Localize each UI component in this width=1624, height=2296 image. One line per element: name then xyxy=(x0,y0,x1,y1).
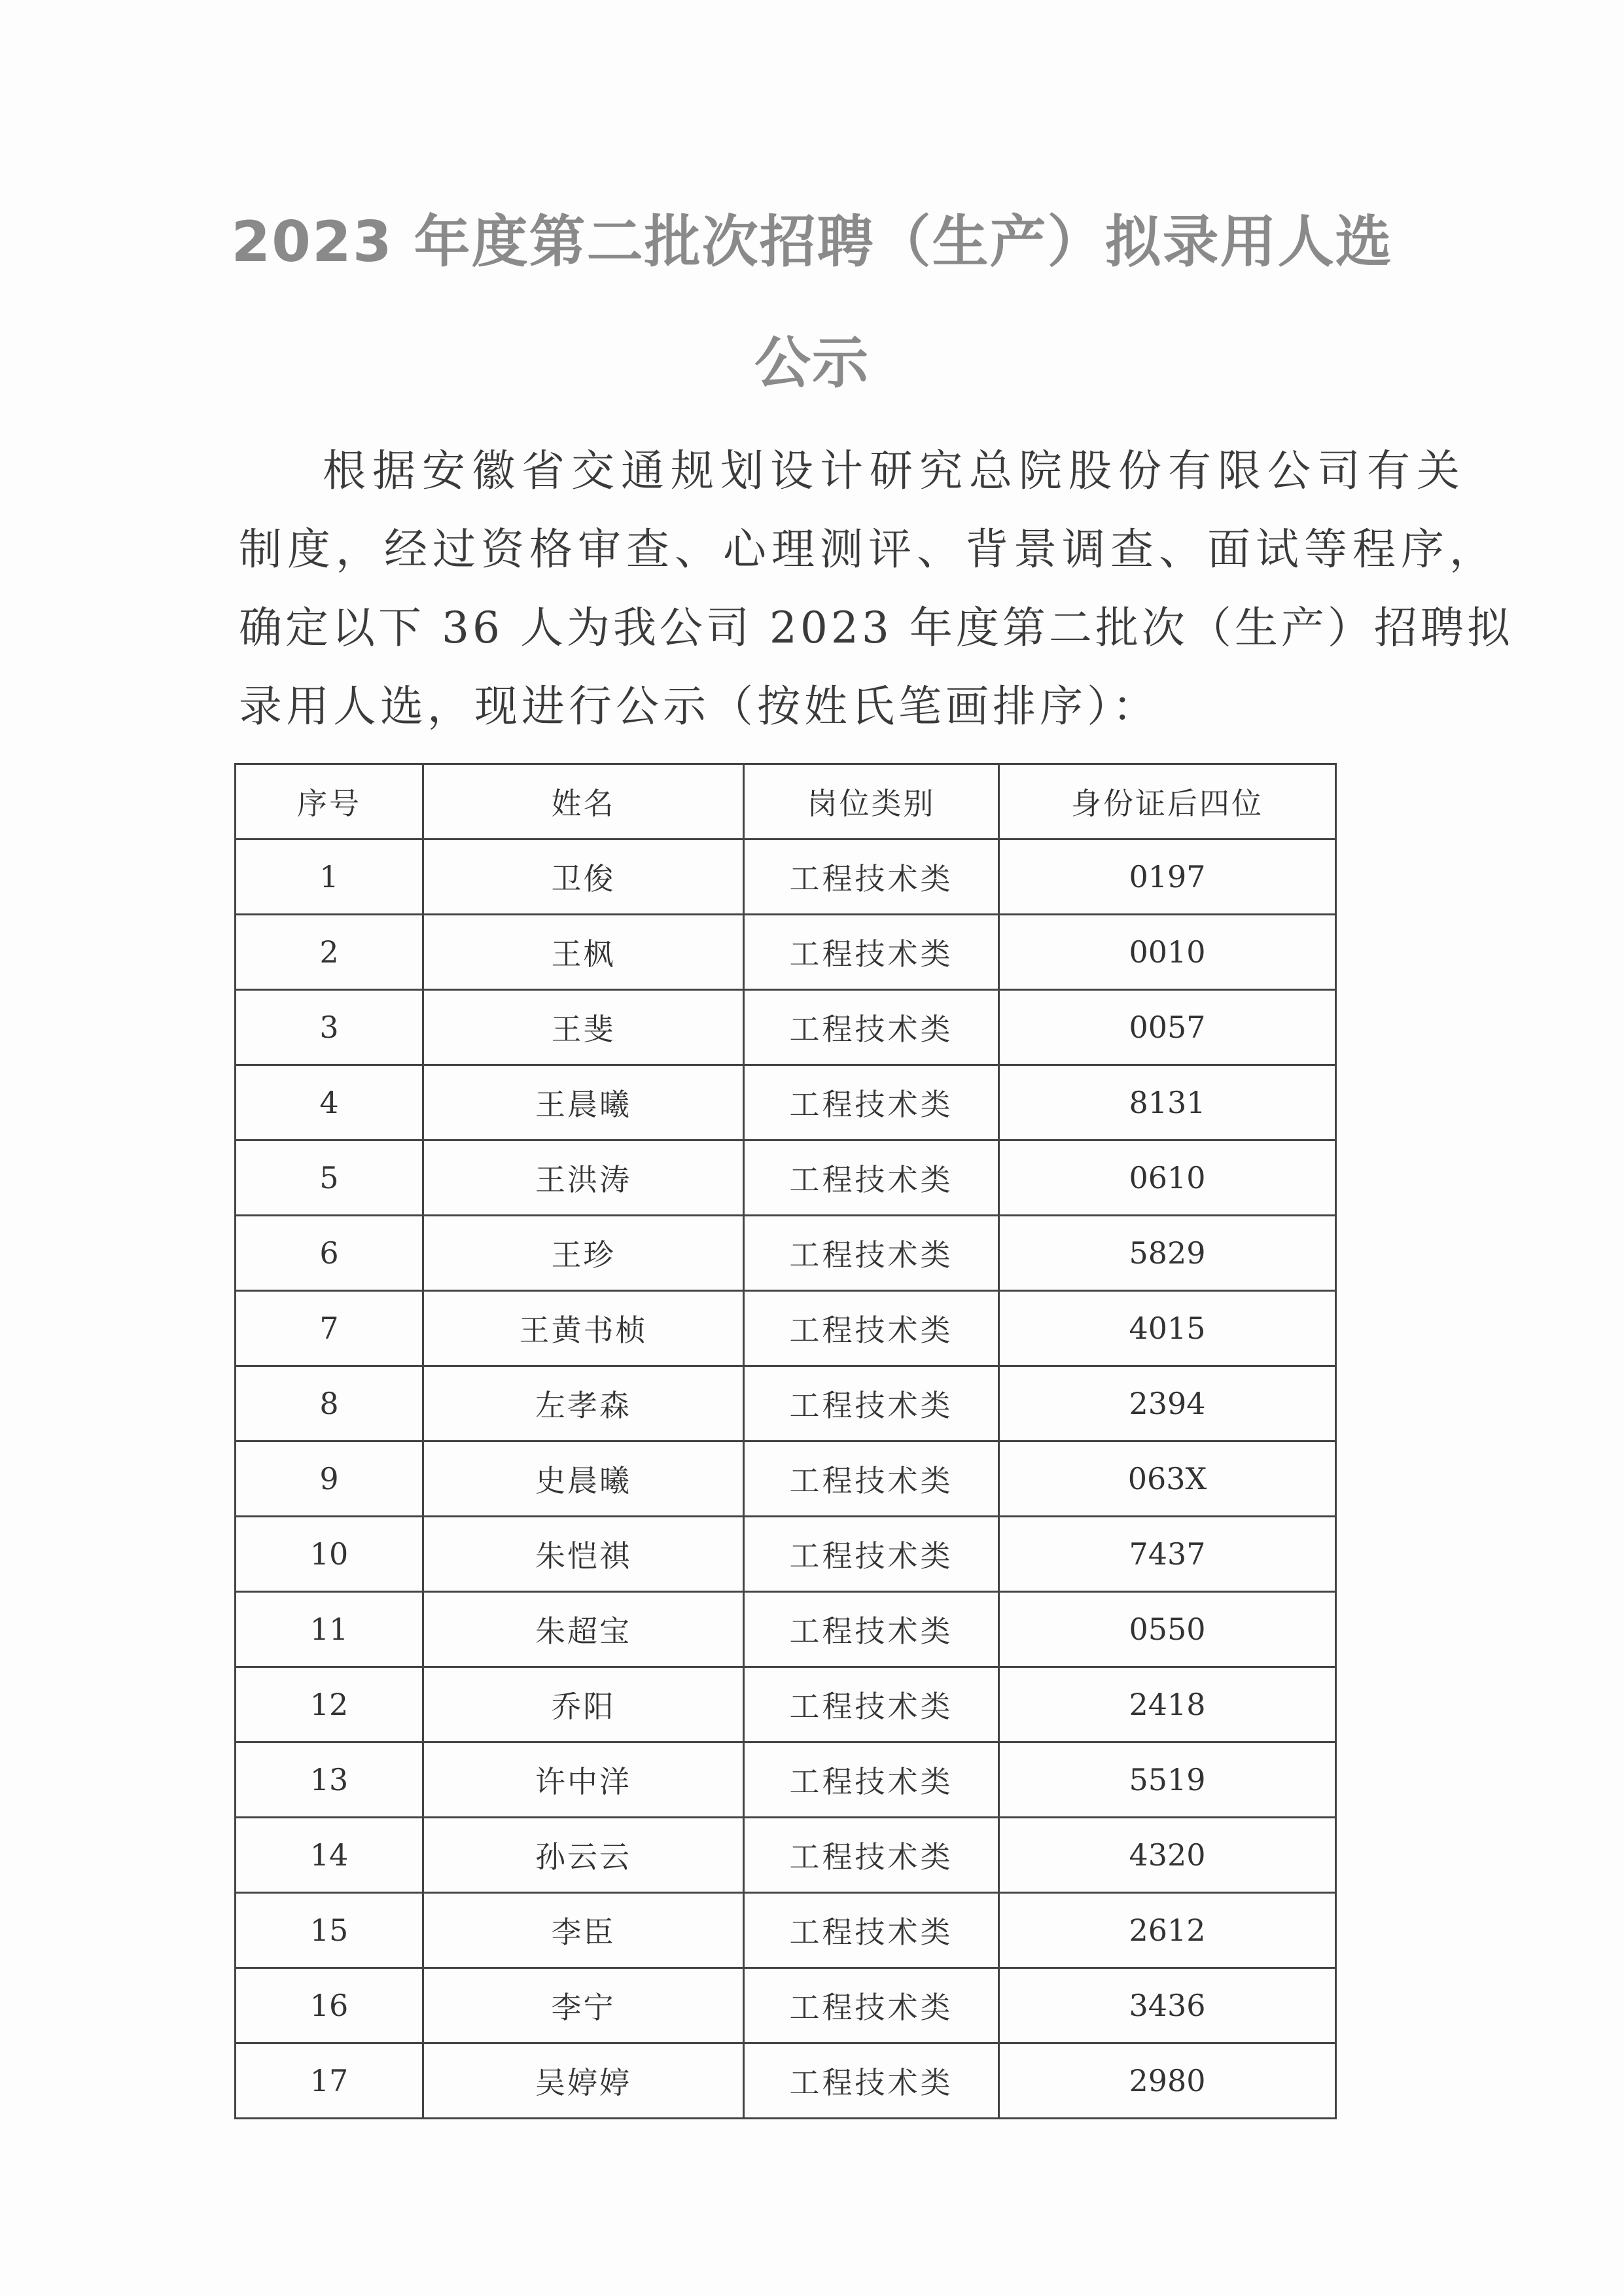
cell-serial-number: 8 xyxy=(236,1366,423,1441)
cell-id-last-four: 4015 xyxy=(999,1291,1336,1366)
cell-serial-number: 3 xyxy=(236,990,423,1065)
cell-name: 朱恺祺 xyxy=(423,1517,744,1592)
cell-position-category: 工程技术类 xyxy=(744,1742,999,1818)
cell-id-last-four: 7437 xyxy=(999,1517,1336,1592)
cell-name: 卫俊 xyxy=(423,839,744,915)
cell-id-last-four: 4320 xyxy=(999,1818,1336,1893)
cell-serial-number: 1 xyxy=(236,839,423,915)
table-row xyxy=(236,1216,1336,1291)
table-row xyxy=(236,1893,1336,1968)
table-row xyxy=(236,1667,1336,1742)
table-row xyxy=(236,1291,1336,1366)
table-row xyxy=(236,1441,1336,1517)
cell-name: 孙云云 xyxy=(423,1818,744,1893)
cell-id-last-four: 2418 xyxy=(999,1667,1336,1742)
cell-id-last-four: 2612 xyxy=(999,1893,1336,1968)
cell-id-last-four: 0057 xyxy=(999,990,1336,1065)
cell-serial-number: 15 xyxy=(236,1893,423,1968)
cell-name: 王珍 xyxy=(423,1216,744,1291)
cell-serial-number: 14 xyxy=(236,1818,423,1893)
header-position-category: 岗位类别 xyxy=(744,764,999,839)
table-row xyxy=(236,915,1336,990)
table-row xyxy=(236,1065,1336,1140)
intro-line: 根据安徽省交通规划设计研究总院股份有限公司有关 xyxy=(323,446,1466,496)
cell-id-last-four: 0197 xyxy=(999,839,1336,915)
candidate-table xyxy=(234,763,1337,2119)
cell-position-category: 工程技术类 xyxy=(744,1818,999,1893)
cell-position-category: 工程技术类 xyxy=(744,2043,999,2119)
cell-name: 吴婷婷 xyxy=(423,2043,744,2119)
table-row xyxy=(236,1742,1336,1818)
cell-position-category: 工程技术类 xyxy=(744,1667,999,1742)
cell-serial-number: 7 xyxy=(236,1291,423,1366)
cell-position-category: 工程技术类 xyxy=(744,1893,999,1968)
intro-line: 录用人选，现进行公示（按姓氏笔画排序）： xyxy=(239,681,1159,732)
cell-name: 李臣 xyxy=(423,1893,744,1968)
cell-serial-number: 13 xyxy=(236,1742,423,1818)
table-row xyxy=(236,839,1336,915)
table-row xyxy=(236,1818,1336,1893)
cell-name: 左孝森 xyxy=(423,1366,744,1441)
document-title-continued: 公示 xyxy=(754,330,870,396)
cell-name: 李宁 xyxy=(423,1968,744,2043)
cell-serial-number: 11 xyxy=(236,1592,423,1667)
cell-position-category: 工程技术类 xyxy=(744,1291,999,1366)
cell-id-last-four: 0010 xyxy=(999,915,1336,990)
cell-name: 史晨曦 xyxy=(423,1441,744,1517)
document-title: 2023 年度第二批次招聘（生产）拟录用人选 xyxy=(231,209,1393,275)
cell-position-category: 工程技术类 xyxy=(744,1216,999,1291)
intro-paragraph xyxy=(239,432,1513,746)
cell-position-category: 工程技术类 xyxy=(744,1517,999,1592)
cell-serial-number: 6 xyxy=(236,1216,423,1291)
cell-serial-number: 12 xyxy=(236,1667,423,1742)
intro-line: 制度，经过资格审查、心理测评、背景调查、面试等程序， xyxy=(239,524,1498,574)
table-row xyxy=(236,1517,1336,1592)
cell-serial-number: 16 xyxy=(236,1968,423,2043)
cell-name: 王斐 xyxy=(423,990,744,1065)
cell-id-last-four: 2394 xyxy=(999,1366,1336,1441)
cell-serial-number: 2 xyxy=(236,915,423,990)
cell-id-last-four: 2980 xyxy=(999,2043,1336,2119)
cell-position-category: 工程技术类 xyxy=(744,1592,999,1667)
table-row xyxy=(236,1366,1336,1441)
table-body xyxy=(236,839,1336,2119)
table-row xyxy=(236,1592,1336,1667)
header-id-last-four: 身份证后四位 xyxy=(999,764,1336,839)
table-header-row xyxy=(236,764,1336,839)
cell-serial-number: 10 xyxy=(236,1517,423,1592)
cell-name: 王黄书桢 xyxy=(423,1291,744,1366)
table-row xyxy=(236,1968,1336,2043)
cell-name: 王洪涛 xyxy=(423,1140,744,1216)
cell-serial-number: 17 xyxy=(236,2043,423,2119)
header-name: 姓名 xyxy=(423,764,744,839)
cell-name: 乔阳 xyxy=(423,1667,744,1742)
cell-name: 王枫 xyxy=(423,915,744,990)
cell-id-last-four: 5519 xyxy=(999,1742,1336,1818)
cell-position-category: 工程技术类 xyxy=(744,1968,999,2043)
table-row xyxy=(236,990,1336,1065)
cell-id-last-four: 5829 xyxy=(999,1216,1336,1291)
cell-id-last-four: 063X xyxy=(999,1441,1336,1517)
table-row xyxy=(236,2043,1336,2119)
cell-name: 王晨曦 xyxy=(423,1065,744,1140)
cell-id-last-four: 8131 xyxy=(999,1065,1336,1140)
cell-position-category: 工程技术类 xyxy=(744,1366,999,1441)
cell-serial-number: 4 xyxy=(236,1065,423,1140)
cell-position-category: 工程技术类 xyxy=(744,839,999,915)
cell-id-last-four: 0610 xyxy=(999,1140,1336,1216)
cell-name: 许中洋 xyxy=(423,1742,744,1818)
cell-id-last-four: 3436 xyxy=(999,1968,1336,2043)
cell-serial-number: 5 xyxy=(236,1140,423,1216)
cell-name: 朱超宝 xyxy=(423,1592,744,1667)
cell-position-category: 工程技术类 xyxy=(744,1441,999,1517)
header-serial-number: 序号 xyxy=(236,764,423,839)
cell-position-category: 工程技术类 xyxy=(744,1065,999,1140)
cell-position-category: 工程技术类 xyxy=(744,915,999,990)
intro-line: 确定以下 36 人为我公司 2023 年度第二批次（生产）招聘拟 xyxy=(239,603,1513,653)
cell-position-category: 工程技术类 xyxy=(744,990,999,1065)
cell-position-category: 工程技术类 xyxy=(744,1140,999,1216)
cell-serial-number: 9 xyxy=(236,1441,423,1517)
cell-id-last-four: 0550 xyxy=(999,1592,1336,1667)
table-row xyxy=(236,1140,1336,1216)
